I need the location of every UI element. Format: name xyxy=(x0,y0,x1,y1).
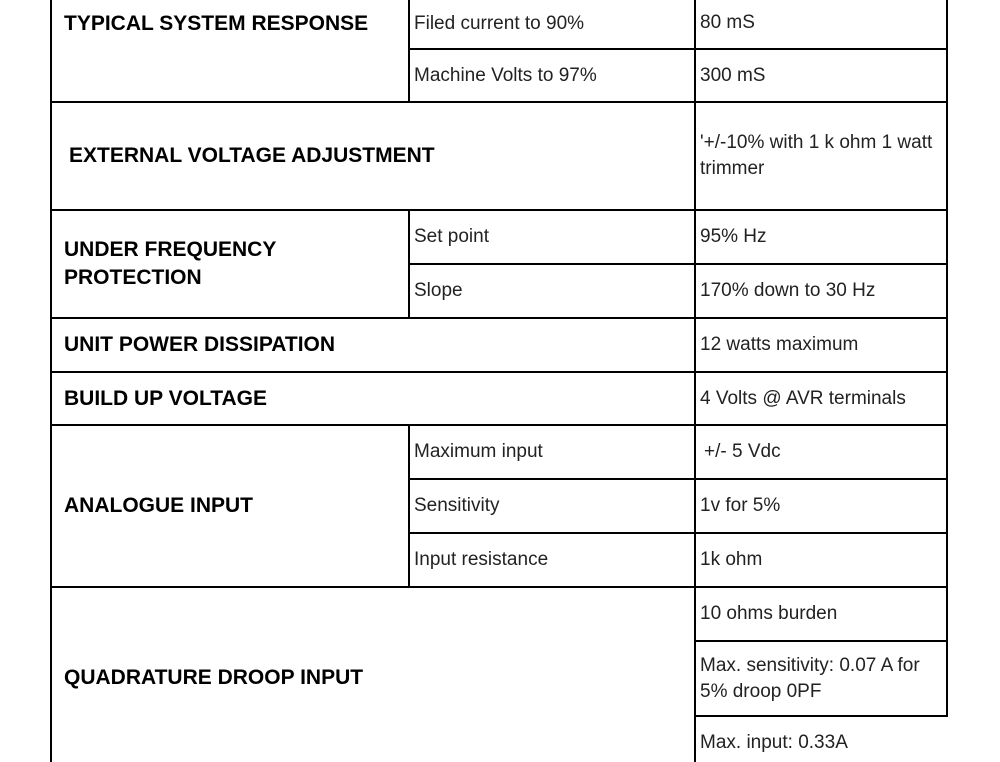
set-point-label: Set point xyxy=(414,226,489,247)
machine-volts-label: Machine Volts to 97% xyxy=(414,64,597,86)
slope-label: Slope xyxy=(414,280,463,301)
max-sensitivity-value: Max. sensitivity: 0.07 A for 5% droop 0PF xyxy=(700,654,920,702)
maximum-input-label: Maximum input xyxy=(414,441,543,462)
unit-power-dissipation-heading: UNIT POWER DISSIPATION xyxy=(64,333,336,356)
sensitivity-label: Sensitivity xyxy=(414,495,500,516)
typical-system-response-heading: TYPICAL SYSTEM RESPONSE xyxy=(64,12,369,35)
burden-value: 10 ohms burden xyxy=(700,603,838,624)
slope-value: 170% down to 30 Hz xyxy=(700,280,876,301)
external-voltage-adjustment-value: '+/-10% with 1 k ohm 1 watt trimmer xyxy=(700,132,933,179)
field-current-label: Filed current to 90% xyxy=(414,13,585,34)
set-point-value: 95% Hz xyxy=(700,226,767,247)
quadrature-droop-input-heading: QUADRATURE DROOP INPUT xyxy=(64,666,364,689)
input-resistance-value: 1k ohm xyxy=(700,549,763,570)
maximum-input-value: +/- 5 Vdc xyxy=(704,441,781,462)
sensitivity-value: 1v for 5% xyxy=(700,495,781,516)
under-frequency-protection-heading: UNDER FREQUENCY PROTECTION xyxy=(64,238,276,289)
max-input-value: Max. input: 0.33A xyxy=(700,732,848,753)
table-border-right xyxy=(946,0,948,717)
machine-volts-value: 300 mS xyxy=(700,64,766,86)
input-resistance-label: Input resistance xyxy=(414,549,549,570)
build-up-voltage-heading: BUILD UP VOLTAGE xyxy=(64,386,268,410)
unit-power-dissipation-value: 12 watts maximum xyxy=(700,334,859,355)
analogue-input-heading: ANALOGUE INPUT xyxy=(64,494,253,517)
build-up-voltage-value: 4 Volts @ AVR terminals xyxy=(700,387,906,409)
external-voltage-adjustment-heading: EXTERNAL VOLTAGE ADJUSTMENT xyxy=(69,144,435,167)
field-current-value: 80 mS xyxy=(700,12,755,33)
